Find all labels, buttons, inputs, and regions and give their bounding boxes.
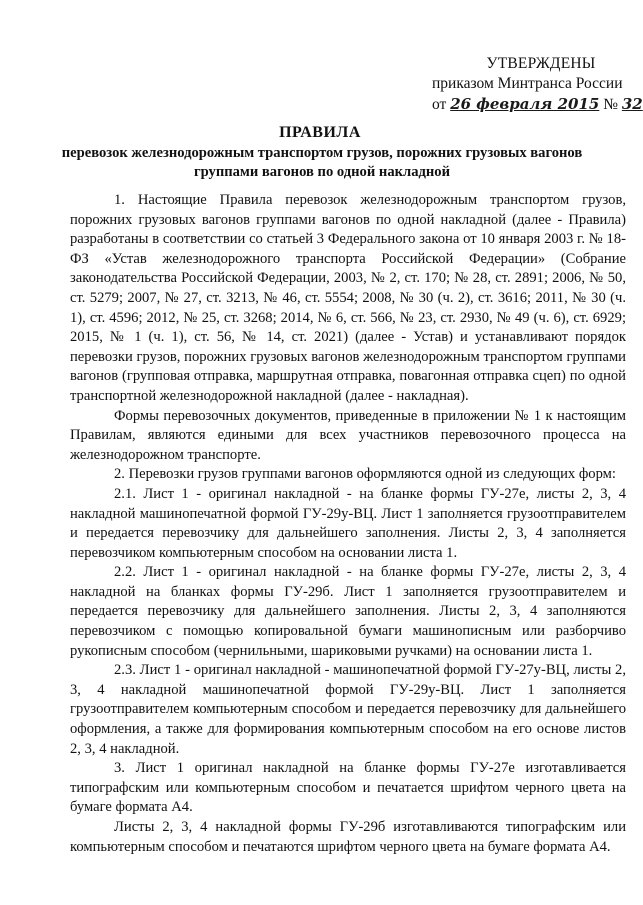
paragraph-2-3: 2.3. Лист 1 - оригинал накладной - машинопечатной формой ГУ-27у-ВЦ, листы 2, 3, 4 накладной машинопечатной формой ГУ-29у-ВЦ. Лист 1 заполняется грузоотправителем компьютерным способом и передается перевозчику для дальнейшего оформления, а также для формирования компьютерным способом на его основе листов 2, 3, 4 накладной. — [70, 662, 626, 757]
date-prefix: от — [432, 96, 447, 113]
approval-stamp — [432, 54, 643, 115]
paragraph-2: 2. Перевозки грузов группами вагонов оформляются одной из следующих форм: — [114, 466, 616, 483]
handwritten-date: 26 февраля 2015 — [450, 95, 600, 113]
approval-date-line — [432, 94, 643, 115]
paragraph-1: 1. Настоящие Правила перевозок железнодорожным транспортом грузов, порожних грузовых вагонов группами вагонов по одной накладной (далее - Правила) разработаны в соответствии со статьей 3 Федерального закона от 10 января 2003 г. № 18-ФЗ «Устав железнодорожного транспорта Российской Федерации» (Собрание законодательства Российской Федерации, 2003, № 2, ст. 170; № 28, ст. 2891; 2006, № 50, ст. 5279; 2007, № 27, ст. 3213, № 46, ст. 5554; 2008, № 30 (ч. 2), ст. 3616; 2011, № 30 (ч. 1), ст. 4596; 2012, № 25, ст. 3268; 2014, № 6, ст. 566, № 23, ст. 2930, № 49 (ч. 6), ст. 6929; 2015, № 1 (ч. 1), ст. 56, № 14, ст. 2021) (далее - Устав) и устанавливают порядок перевозки грузов, порожних грузовых вагонов железнодорожным транспортом группами вагонов (групповая отправка, маршрутная отправка, повагонная отправка сцеп) по одной транспортной железнодорожной накладной (далее - накладная). — [70, 192, 626, 404]
number-prefix: № — [603, 96, 618, 113]
paragraph-forms: Формы перевозочных документов, приведенные в приложении № 1 к настоящим Правилам, являются едиными для всех участников перевозочного процесса на железнодорожном транспорте. — [70, 407, 626, 463]
handwritten-number: 32 — [621, 95, 643, 113]
paragraph-3: 3. Лист 1 оригинал накладной на бланке формы ГУ-27е изготавливается типографским или компьютерным способом и печатается шрифтом черного цвета на бумаге формата А4. — [70, 760, 626, 816]
document-title: ПРАВИЛА — [279, 124, 361, 141]
paragraph-3-sheets: Листы 2, 3, 4 накладной формы ГУ-29б изготавливаются типографским или компьютерным способом и печатаются шрифтом черного цвета на бумаге формата А4. — [70, 819, 626, 855]
document-body — [70, 191, 626, 857]
paragraph-2-1: 2.1. Лист 1 - оригинал накладной - на бланке формы ГУ-27е, листы 2, 3, 4 накладной машинопечатной формой ГУ-29у-ВЦ. Лист 1 заполняется грузоотправителем и передается перевозчику для дальнейшего заполнения. Листы 2, 3, 4 заполняется перевозчиком компьютерным способом на основании листа 1. — [70, 485, 626, 561]
approval-order-line: приказом Минтранса России — [432, 75, 623, 92]
document-subtitle: перевозок железнодорожным транспортом грузов, порожних грузовых вагонов группами вагонов по одной накладной — [61, 145, 583, 180]
approval-heading: УТВЕРЖДЕНЫ — [486, 55, 596, 72]
paragraph-2-2: 2.2. Лист 1 - оригинал накладной - на бланке формы ГУ-27е, листы 2, 3, 4 накладной на бланках формы ГУ-29б. Лист 1 заполняется грузоотправителем и передается перевозчику для дальнейшего заполнения. Листы 2, 3, 4 заполняются перевозчиком с помощью копировальной бумаги машинописным или разборчиво рукописным способом (чернильными, шариковыми ручками) на основании листа 1. — [70, 564, 626, 659]
